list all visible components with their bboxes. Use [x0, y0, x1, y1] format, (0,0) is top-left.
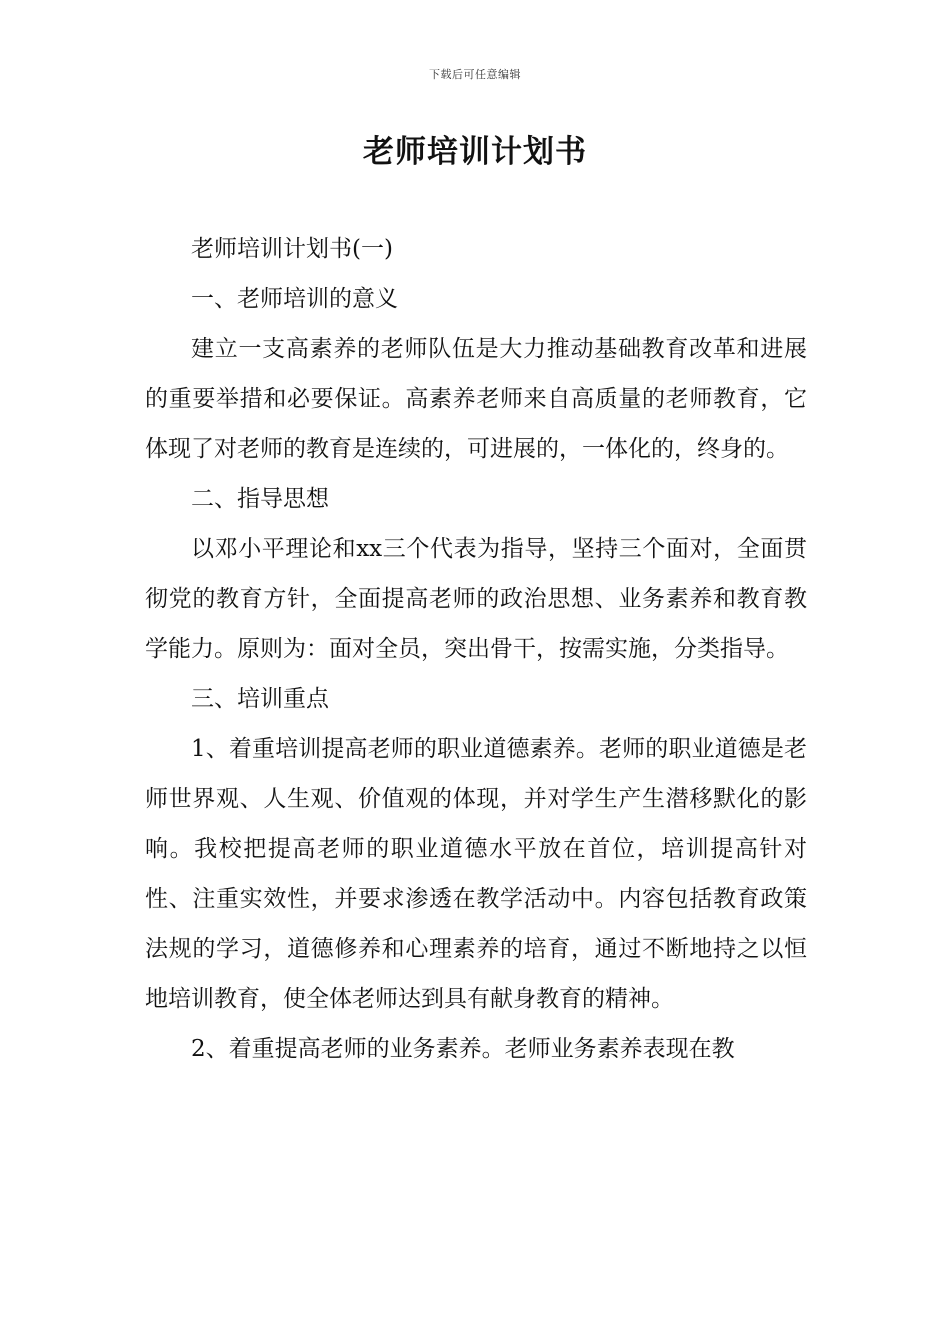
page-header-note: 下载后可任意编辑: [429, 68, 521, 81]
paragraph-significance: 建立一支高素养的老师队伍是大力推动基础教育改革和进展的重要举措和必要保证。高素养老师来自高质量的老师教育，它体现了对老师的教育是连续的，可进展的，一体化的，终身的。: [145, 336, 807, 462]
paragraph-guiding-ideology: 以邓小平理论和xx三个代表为指导，坚持三个面对，全面贯彻党的教育方针，全面提高老师的政治思想、业务素养和教育教学能力。原则为：面对全员，突出骨干，按需实施，分类指导。: [145, 536, 807, 662]
document-title: 老师培训计划书: [363, 134, 587, 170]
section-heading-2: 二、指导思想: [191, 486, 329, 512]
section-heading-3: 三、培训重点: [191, 686, 329, 712]
document-body: [145, 224, 807, 1074]
paragraph-focus-1: 1、着重培训提高老师的职业道德素养。老师的职业道德是老师世界观、人生观、价值观的体现，并对学生产生潜移默化的影响。我校把提高老师的职业道德水平放在首位，培训提高针对性、注重实效性，并要求渗透在教学活动中。内容包括教育政策法规的学习，道德修养和心理素养的培育，通过不断地持之以恒地培训教育，使全体老师达到具有献身教育的精神。: [145, 736, 807, 1012]
section-subtitle: 老师培训计划书(一): [191, 236, 393, 262]
paragraph-focus-2: 2、着重提高老师的业务素养。老师业务素养表现在教: [191, 1036, 735, 1062]
section-heading-1: 一、老师培训的意义: [191, 286, 398, 312]
